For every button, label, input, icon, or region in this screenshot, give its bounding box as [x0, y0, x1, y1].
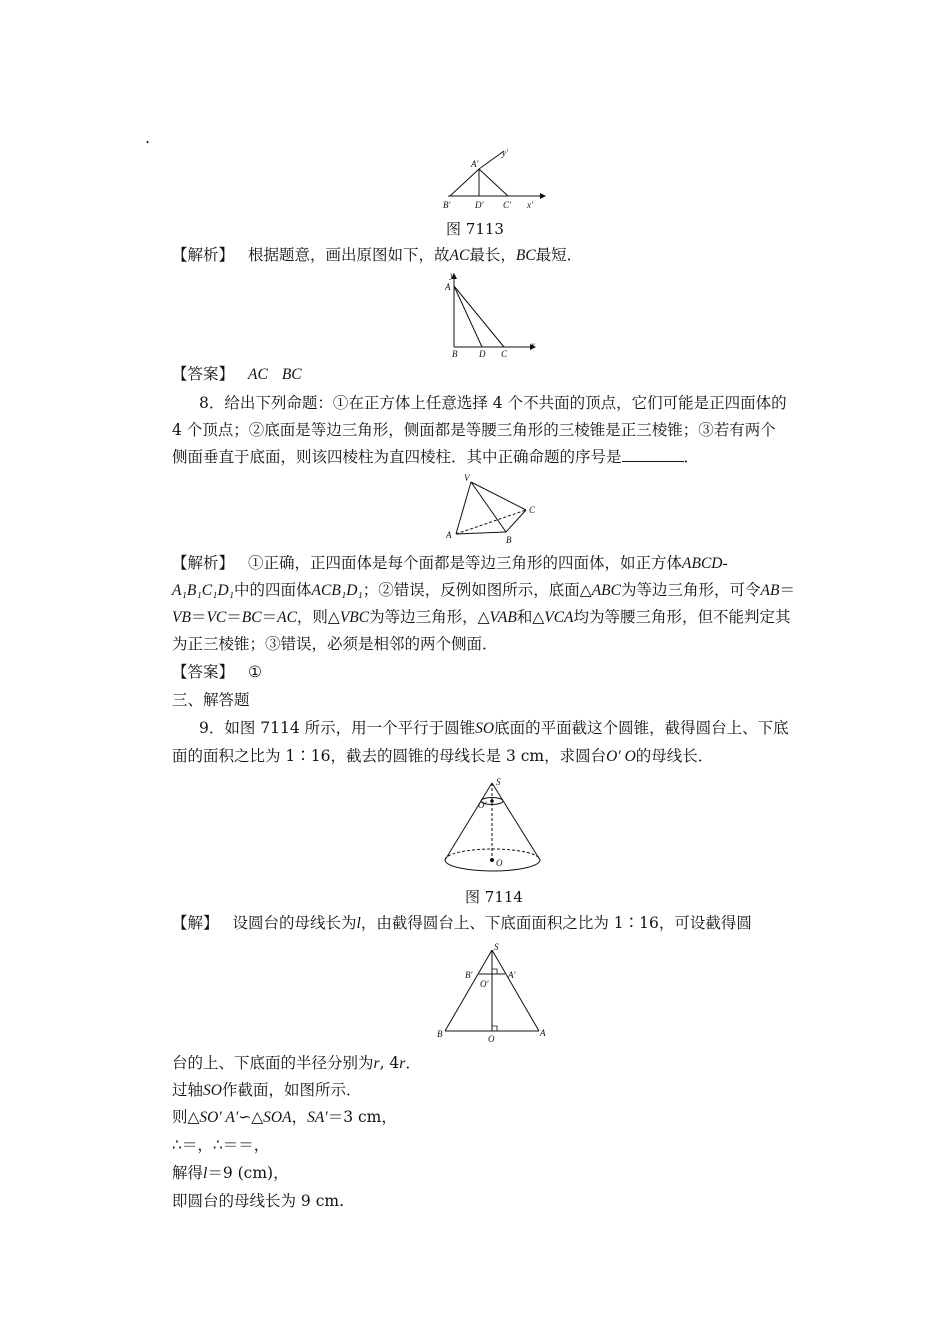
- q7-answer-line: [172, 364, 302, 385]
- math: l: [203, 1165, 208, 1182]
- math: O′ O: [606, 748, 636, 765]
- answer-blank: [622, 447, 684, 462]
- math: SO′ A′: [199, 1109, 239, 1126]
- q8-line3-end: ．: [683, 448, 700, 466]
- label-a: A: [446, 530, 452, 540]
- label-y: y: [450, 270, 454, 280]
- math: BC: [241, 609, 262, 626]
- text: ＝9 (cm)，: [207, 1164, 289, 1182]
- q9-solution-line6: [172, 1163, 289, 1184]
- answer-bc: BC: [281, 366, 302, 383]
- q9-solution-line5: ∴＝，∴＝＝，: [172, 1136, 270, 1154]
- math: AB: [760, 582, 780, 599]
- label-d: D: [479, 349, 486, 359]
- q8-line3-text: 侧面垂直于底面，则该四棱柱为直四棱柱．其中正确命题的序号是: [172, 448, 622, 466]
- text: 的母线长．: [635, 747, 714, 765]
- q7-mid: 最长，: [469, 246, 516, 264]
- math: VB: [172, 609, 191, 626]
- text: 为等边三角形，△: [369, 608, 490, 626]
- figure-7114-cone: [440, 775, 550, 883]
- text: 中的四面体: [234, 581, 312, 599]
- q7-end: 最短．: [535, 246, 583, 264]
- q9-solution-line3: [172, 1080, 361, 1101]
- stray-dot: .: [145, 129, 150, 147]
- label-o-prime: O′: [480, 979, 489, 989]
- text: 则△: [172, 1108, 200, 1126]
- math: ACB₁D₁: [311, 582, 363, 599]
- text: ；②错误，反例如图所示，底面△: [362, 581, 592, 599]
- text: 过轴: [172, 1081, 204, 1099]
- q9-cross-section-figure: [437, 940, 547, 1048]
- label-y-prime: y′: [502, 148, 508, 158]
- math: AC: [277, 609, 297, 626]
- q8-analysis-line3: [172, 607, 791, 628]
- analysis-tag: 【解析】: [172, 246, 235, 264]
- math: SA′: [307, 1109, 328, 1126]
- text: 台的上、下底面的半径分别为: [172, 1054, 374, 1072]
- answer-tag: 【答案】: [172, 365, 235, 383]
- math: VAB: [489, 609, 517, 626]
- q8-tetrahedron-figure: [443, 472, 543, 544]
- q8-line2: 4 个顶点；②底面是等边三角形，侧面都是等腰三角形的三棱锥是正三棱锥；③若有两个: [172, 421, 776, 439]
- answer-tag: 【答案】: [172, 663, 235, 681]
- label-a: A: [540, 1028, 546, 1038]
- label-b-prime: B′: [465, 970, 473, 980]
- math: SO: [203, 1082, 222, 1099]
- label-b: B: [506, 535, 512, 545]
- label-s: S: [496, 777, 501, 787]
- q9-solution-line4: [172, 1107, 397, 1128]
- text: 和△: [516, 608, 545, 626]
- label-d-prime: D′: [475, 200, 484, 210]
- q8-answer-line: [172, 662, 262, 682]
- text: ＝: [261, 608, 278, 626]
- text: 为等边三角形，可令: [621, 581, 761, 599]
- math: VC: [206, 609, 227, 626]
- label-a: A: [445, 282, 451, 292]
- answer-ac: AC: [248, 366, 268, 383]
- text: ，则△: [296, 608, 340, 626]
- solution-tag: 【解】: [172, 914, 219, 932]
- text: ＝: [226, 608, 242, 626]
- q8-a1-text: ①正确，正四面体是每个面都是等边三角形的四面体，如正方体: [248, 554, 683, 572]
- text: 解得: [172, 1164, 204, 1182]
- math: r: [399, 1055, 406, 1072]
- q9-line1: [199, 718, 789, 739]
- q9-solution-line2: [172, 1053, 421, 1074]
- q8-analysis-line4: 为正三棱锥；③错误，必须是相邻的两个侧面．: [172, 635, 498, 653]
- label-c: C: [501, 349, 508, 359]
- label-b: B: [452, 349, 458, 359]
- q8-line1: 8．给出下列命题：①在正方体上任意选择 4 个不共面的顶点，它们可能是正四面体的: [199, 394, 787, 412]
- text: ＝: [190, 608, 207, 626]
- q8-a1-math: ABCD-: [682, 555, 728, 572]
- label-b: B: [437, 1029, 443, 1039]
- text: ＝3 cm，: [327, 1108, 397, 1126]
- text: 作截面，如图所示．: [221, 1081, 362, 1099]
- q7-ac: AC: [449, 247, 470, 264]
- label-o: O: [496, 858, 503, 868]
- q8-analysis-line1: [172, 553, 728, 574]
- q9-solution-line7: 即圆台的母线长为 9 cm.: [172, 1192, 345, 1210]
- label-s: S: [494, 942, 499, 952]
- label-x-prime: x′: [527, 200, 533, 210]
- math: SOA: [263, 1109, 292, 1126]
- q9-line2: [172, 746, 713, 767]
- label-o-prime: O′: [478, 800, 487, 810]
- text: ．: [405, 1054, 421, 1072]
- text: 底面的平面截这个圆锥，截得圆台上、下底: [494, 719, 789, 737]
- figure-7114-caption: 图 7114: [465, 888, 523, 906]
- text: 9．如图 7114 所示，用一个平行于圆锥: [199, 719, 476, 737]
- text: 面的面积之比为 1∶16，截去的圆锥的母线长是 3 cm，求圆台: [172, 747, 607, 765]
- text: ∽△: [238, 1108, 264, 1126]
- math: r: [373, 1055, 380, 1072]
- label-a-prime: A′: [508, 970, 516, 980]
- q8-analysis-line2: [172, 580, 795, 601]
- text: 均为等腰三角形，但不能判定其: [573, 608, 791, 626]
- label-a-prime: A′: [471, 159, 479, 169]
- label-v: V: [464, 473, 470, 483]
- math: VBC: [339, 609, 370, 626]
- math: ABC: [591, 582, 621, 599]
- figure-7113-caption: 图 7113: [446, 220, 504, 238]
- label-c: C: [529, 505, 536, 515]
- label-b-prime: B′: [443, 200, 451, 210]
- q7-analysis-line: [172, 245, 582, 266]
- section-heading: 三、解答题: [172, 691, 250, 709]
- text: ＝: [779, 581, 795, 599]
- q7-analysis-text: 根据题意，画出原图如下，故: [248, 246, 450, 264]
- math: VCA: [544, 609, 574, 626]
- text: 设圆台的母线长为: [232, 914, 357, 932]
- math: SO: [475, 720, 495, 737]
- label-c-prime: C′: [503, 200, 511, 210]
- label-o: O: [488, 1034, 495, 1044]
- q9-solution-line1: [172, 913, 752, 934]
- figure-7113-diagram: [440, 148, 550, 210]
- math: l: [356, 915, 361, 932]
- answer-value: ①: [248, 663, 262, 681]
- q7-bc: BC: [515, 247, 536, 264]
- text: ，: [291, 1108, 308, 1126]
- analysis-tag: 【解析】: [172, 554, 235, 572]
- q7-original-figure: [442, 272, 542, 360]
- text: ，由截得圆台上、下底面面积之比为 1∶16，可设截得圆: [360, 914, 752, 932]
- text: , 4: [379, 1054, 400, 1072]
- q8-line3: [172, 447, 699, 467]
- label-x: x: [531, 340, 535, 350]
- math: A₁B₁C₁D₁: [172, 582, 235, 599]
